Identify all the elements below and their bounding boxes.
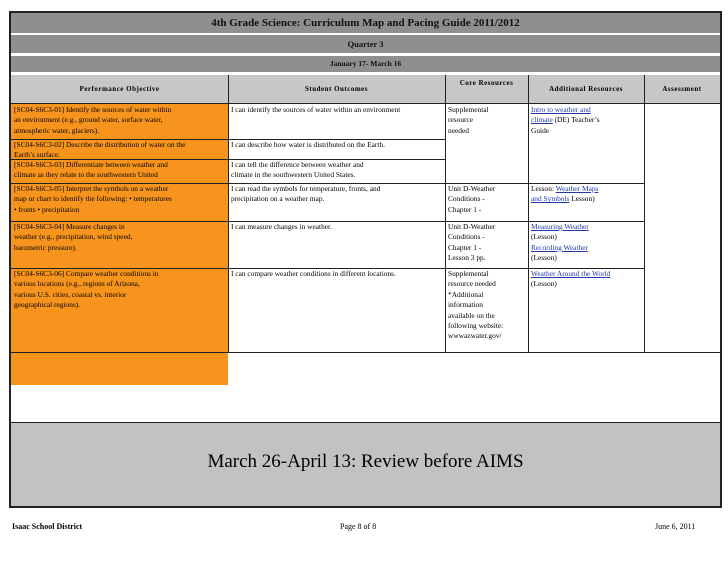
header-student-outcomes: Student Outcomes [304, 85, 369, 93]
core-resource-text: wwwazwater.gov/ [448, 331, 502, 341]
footer-date: June 6, 2011 [655, 522, 696, 531]
core-resource-text: needed [448, 125, 469, 135]
core-resource-text: Chapter 1 - [448, 204, 482, 214]
objective-text: map or chart to identify the following: • temperatures [14, 194, 172, 204]
objective-text: weather (e.g., precipitation, wind speed, [14, 232, 133, 242]
core-resource-text: Unit D-Weather [448, 184, 496, 193]
resource-note: (Lesson) [531, 253, 557, 263]
core-resource-text: resource needed [448, 279, 496, 289]
resource-note: Guide [531, 125, 550, 135]
divider [11, 33, 720, 34]
objective-text: • fronts • precipitation [14, 204, 80, 214]
objective-cell [11, 104, 228, 139]
core-resource-cell [445, 221, 528, 268]
recording-weather-link[interactable]: Recording Weather [531, 242, 588, 252]
objective-text: an environment (e.g., ground water, surface water, [14, 115, 163, 125]
core-resource-text: Lesson 3 pp. [448, 253, 486, 263]
core-resource-text: Chapter 1 - [448, 242, 482, 252]
objective-cell [11, 139, 228, 159]
outcome-cell [228, 159, 445, 183]
core-resource-cell [445, 183, 528, 221]
additional-resource-cell [528, 183, 644, 221]
document-title: 4th Grade Science: Curriculum Map and Pacing Guide 2011/2012 [11, 13, 720, 33]
grid-line [528, 75, 529, 352]
outcome-cell [228, 268, 445, 318]
core-resource-text: Supplemental [448, 269, 489, 278]
outcome-text: I can read the symbols for temperature, fronts, and [231, 184, 381, 193]
additional-resource-cell [528, 268, 644, 318]
column-header-row [11, 75, 720, 103]
grid-line [11, 183, 644, 184]
objective-text: [SC04-S6C3-03] Differentiate between weather and [14, 160, 168, 169]
divider [11, 53, 720, 54]
footer-page-number: Page 8 of 8 [340, 522, 377, 531]
core-resource-text: Supplemental [448, 105, 489, 114]
objective-text: climate as they relate to the southwestern United [14, 170, 158, 180]
climate-link[interactable]: climate [531, 115, 553, 125]
outcome-text: I can measure changes in weather. [231, 222, 332, 231]
outcome-text: I can describe how water is distributed on the Earth. [231, 140, 385, 149]
measuring-weather-link[interactable]: Measuring Weather [531, 222, 589, 231]
quarter-dates: January 17- March 16 [11, 56, 720, 72]
resource-note: (DE) Teacher’s [552, 115, 600, 125]
weather-maps-link[interactable]: Weather Maps [555, 184, 599, 193]
objective-text: various locations (e.g., regions of Arizona, [14, 279, 140, 289]
weather-around-world-link[interactable]: Weather Around the World [531, 269, 611, 278]
header-assessment: Assessment [662, 85, 702, 93]
header-additional-resources: Additional Resources [549, 85, 623, 93]
grid-line [11, 268, 644, 269]
core-resource-text: resource [448, 115, 474, 125]
review-text: March 26-April 13: Review before AIMS [207, 451, 524, 472]
outcome-cell [228, 221, 445, 268]
curriculum-map-table [9, 11, 722, 508]
objective-text: atmospheric water, glaciers). [14, 125, 100, 135]
resource-note: Lesson) [569, 194, 595, 204]
core-resource-text: following website: [448, 321, 504, 331]
header-core-resources: Core Resources [459, 79, 514, 87]
intro-weather-link[interactable]: Intro to weather and [531, 105, 591, 114]
objective-cell [11, 183, 228, 221]
objective-text: [SC04-S6C3-01] Identify the sources of water within [14, 105, 172, 114]
core-resource-text: available on the [448, 310, 495, 320]
grid-line [11, 221, 644, 222]
objective-cell [11, 221, 228, 268]
objective-cell [11, 159, 228, 183]
outcome-cell [228, 183, 445, 221]
and-symbols-link[interactable]: and Symbols [531, 194, 570, 204]
core-resource-text: *Additional [448, 289, 484, 299]
outcome-cell [228, 104, 445, 139]
resource-note: (Lesson) [531, 279, 557, 289]
grid-line [644, 75, 645, 352]
footer-district: Isaac School District [12, 522, 83, 531]
outcome-cell [228, 139, 445, 159]
grid-line [11, 103, 720, 104]
objective-text: geographical regions). [14, 300, 81, 310]
objective-cell [11, 268, 228, 318]
core-resource-text: Conditions - [448, 232, 485, 242]
objective-text: barometric pressure). [14, 242, 77, 252]
outcome-text: I can identify the sources of water within an environment [231, 105, 401, 114]
core-resource-text: Unit D-Weather [448, 222, 496, 231]
core-resource-text: Conditions - [448, 194, 485, 204]
core-resource-cell [445, 268, 528, 352]
grid-line [11, 352, 720, 353]
objective-text: [SC04-S6C3-04] Measure changes in [14, 222, 125, 231]
outcome-text: climate in the southwestern United States. [231, 170, 356, 180]
objective-text: [SC04-S6C3-05] Interpret the symbols on a weather [14, 184, 169, 193]
quarter-label: Quarter 3 [11, 35, 720, 53]
header-performance-objective: Performance Objective [79, 85, 160, 93]
objective-text: [SC04-S6C3-02] Describe the distribution of water on the [14, 140, 186, 149]
objective-text: [SC04-S6C3-06] Compare weather conditions in [14, 269, 159, 278]
core-resource-cell [445, 104, 528, 183]
outcome-text: I can tell the difference between weather and [231, 160, 364, 169]
objective-text: various U.S. cities, coastal vs. interior [14, 289, 127, 299]
additional-resource-cell [528, 104, 644, 183]
additional-resource-cell [528, 221, 644, 268]
objective-text: Earth’s surface. [14, 150, 60, 159]
core-resource-text: information [448, 300, 483, 310]
resource-note: (Lesson) [531, 232, 557, 242]
outcome-text: I can compare weather conditions in different locations. [231, 269, 396, 278]
grid-line [228, 75, 229, 352]
outcome-text: precipitation on a weather map. [231, 194, 325, 204]
grid-line [445, 75, 446, 352]
resource-note: Lesson: [531, 184, 556, 193]
